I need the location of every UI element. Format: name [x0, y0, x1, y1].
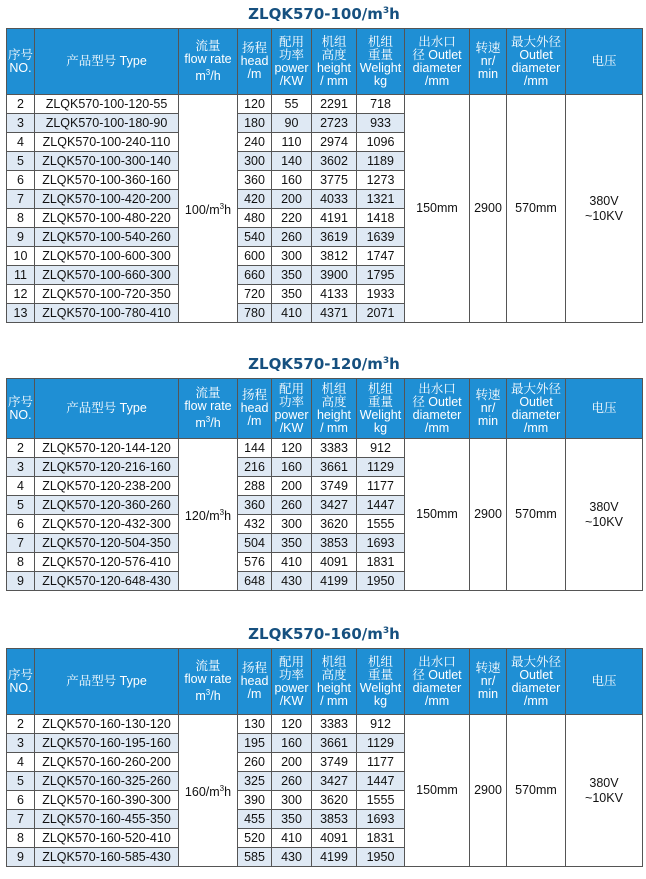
cell-head: 520: [238, 829, 272, 848]
cell-weight: 1639: [357, 228, 405, 247]
cell-power: 120: [272, 715, 312, 734]
cell-no: 2: [7, 439, 35, 458]
cell-power: 350: [272, 285, 312, 304]
cell-flow: [179, 95, 238, 323]
cell-power: 200: [272, 753, 312, 772]
cell-power: 410: [272, 829, 312, 848]
cell-head: 180: [238, 114, 272, 133]
cell-height: 3619: [312, 228, 357, 247]
cell-power: 140: [272, 152, 312, 171]
cell-no: 7: [7, 534, 35, 553]
cell-head: 195: [238, 734, 272, 753]
flow-sup: 3: [219, 783, 225, 793]
cell-model: ZLQK570-160-195-160: [35, 734, 179, 753]
cell-weight: 1447: [357, 496, 405, 515]
flow-sup: 3: [219, 507, 225, 517]
cell-power: 350: [272, 810, 312, 829]
header-speed: 转速 nr/ min: [470, 379, 507, 439]
cell-height: 3602: [312, 152, 357, 171]
cell-height: 3749: [312, 753, 357, 772]
cell-no: 8: [7, 553, 35, 572]
cell-weight: 1693: [357, 534, 405, 553]
cell-head: 360: [238, 171, 272, 190]
cell-head: 120: [238, 95, 272, 114]
cell-model: ZLQK570-160-260-200: [35, 753, 179, 772]
header-outer: 最大外径 Outlet diameter /mm: [507, 29, 566, 95]
cell-no: 6: [7, 171, 35, 190]
cell-height: 2723: [312, 114, 357, 133]
cell-no: 2: [7, 95, 35, 114]
header-height: 机组 高度 height / mm: [312, 29, 357, 95]
cell-no: 4: [7, 477, 35, 496]
header-no: 序号 NO.: [7, 649, 35, 715]
spec-table: [6, 28, 643, 323]
header-voltage: 电压: [566, 29, 643, 95]
spec-table: [6, 378, 643, 591]
voltage-line2: ~10KV: [585, 208, 623, 223]
header-voltage: 电压: [566, 379, 643, 439]
cell-weight: 1950: [357, 848, 405, 867]
header-power: 配用 功率 power /KW: [272, 29, 312, 95]
cell-weight: 1418: [357, 209, 405, 228]
cell-weight: 1177: [357, 753, 405, 772]
header-speed: 转速 nr/ min: [470, 29, 507, 95]
cell-no: 3: [7, 114, 35, 133]
cell-weight: 1129: [357, 734, 405, 753]
cell-head: 216: [238, 458, 272, 477]
cell-model: ZLQK570-100-720-350: [35, 285, 179, 304]
cell-power: 260: [272, 228, 312, 247]
cell-power: 430: [272, 848, 312, 867]
cell-no: 5: [7, 496, 35, 515]
header-model: 产品型号 Type: [35, 379, 179, 439]
header-no: 序号 NO.: [7, 29, 35, 95]
cell-power: 200: [272, 477, 312, 496]
section-title: $ZLQK570-120/m^3h$: [248, 355, 400, 373]
cell-no: 9: [7, 572, 35, 591]
flow-sup: 3: [219, 201, 225, 211]
cell-height: 4199: [312, 572, 357, 591]
table-row: [7, 715, 643, 734]
cell-height: 2974: [312, 133, 357, 152]
flow-value: 160/m: [184, 785, 220, 800]
flow-value: 100/m: [184, 203, 220, 218]
cell-height: 3661: [312, 734, 357, 753]
cell-height: 3900: [312, 266, 357, 285]
header-model: 产品型号 Type: [35, 29, 179, 95]
cell-weight: 2071: [357, 304, 405, 323]
cell-power: 350: [272, 266, 312, 285]
cell-outlet: 150mm: [405, 439, 470, 591]
flow-unit: h: [224, 509, 232, 524]
cell-no: 6: [7, 791, 35, 810]
header-weight: 机组 重量 Welight kg: [357, 379, 405, 439]
cell-model: ZLQK570-120-144-120: [35, 439, 179, 458]
cell-power: 430: [272, 572, 312, 591]
cell-weight: 1950: [357, 572, 405, 591]
cell-head: 240: [238, 133, 272, 152]
cell-weight: 1831: [357, 553, 405, 572]
cell-model: ZLQK570-120-432-300: [35, 515, 179, 534]
cell-height: 4033: [312, 190, 357, 209]
cell-no: 6: [7, 515, 35, 534]
cell-model: ZLQK570-100-180-90: [35, 114, 179, 133]
cell-head: 504: [238, 534, 272, 553]
cell-height: 4191: [312, 209, 357, 228]
cell-weight: 1177: [357, 477, 405, 496]
cell-weight: 1321: [357, 190, 405, 209]
cell-power: 410: [272, 553, 312, 572]
cell-height: 3749: [312, 477, 357, 496]
cell-height: 3620: [312, 515, 357, 534]
header-outer: 最大外径 Outlet diameter /mm: [507, 649, 566, 715]
spec-section: [6, 350, 642, 591]
cell-height: 3383: [312, 439, 357, 458]
section-title: $ZLQK570-100/m^3h$: [248, 5, 400, 23]
cell-height: 3775: [312, 171, 357, 190]
cell-head: 455: [238, 810, 272, 829]
header-voltage: 电压: [566, 649, 643, 715]
cell-voltage: [566, 95, 643, 323]
cell-outer: 570mm: [507, 715, 566, 867]
cell-no: 3: [7, 734, 35, 753]
cell-no: 2: [7, 715, 35, 734]
cell-power: 200: [272, 190, 312, 209]
cell-height: 4133: [312, 285, 357, 304]
cell-height: 4371: [312, 304, 357, 323]
cell-model: ZLQK570-160-585-430: [35, 848, 179, 867]
cell-power: 350: [272, 534, 312, 553]
cell-head: 576: [238, 553, 272, 572]
cell-weight: 1933: [357, 285, 405, 304]
cell-weight: 912: [357, 439, 405, 458]
cell-head: 325: [238, 772, 272, 791]
voltage-line1: 380V: [589, 499, 619, 514]
cell-outlet: 150mm: [405, 95, 470, 323]
header-power: 配用 功率 power /KW: [272, 379, 312, 439]
cell-power: 260: [272, 496, 312, 515]
cell-model: ZLQK570-120-238-200: [35, 477, 179, 496]
cell-height: 3427: [312, 772, 357, 791]
table-row: [7, 439, 643, 458]
cell-weight: 1831: [357, 829, 405, 848]
cell-head: 390: [238, 791, 272, 810]
cell-power: 220: [272, 209, 312, 228]
header-flow: 流量 flow rate $m^3/h$: [179, 379, 238, 439]
cell-model: ZLQK570-120-360-260: [35, 496, 179, 515]
cell-weight: 1555: [357, 515, 405, 534]
cell-no: 3: [7, 458, 35, 477]
cell-head: 600: [238, 247, 272, 266]
cell-weight: 933: [357, 114, 405, 133]
header-weight: 机组 重量 Welight kg: [357, 29, 405, 95]
cell-model: ZLQK570-100-300-140: [35, 152, 179, 171]
cell-weight: 1747: [357, 247, 405, 266]
cell-head: 288: [238, 477, 272, 496]
header-speed: 转速 nr/ min: [470, 649, 507, 715]
flow-unit: h: [224, 203, 232, 218]
header-flow: 流量 flow rate $m^3/h$: [179, 29, 238, 95]
cell-height: 4091: [312, 829, 357, 848]
cell-model: ZLQK570-160-520-410: [35, 829, 179, 848]
cell-weight: 1189: [357, 152, 405, 171]
cell-power: 300: [272, 247, 312, 266]
cell-no: 7: [7, 190, 35, 209]
header-outer: 最大外径 Outlet diameter /mm: [507, 379, 566, 439]
cell-no: 9: [7, 228, 35, 247]
cell-no: 10: [7, 247, 35, 266]
cell-head: 540: [238, 228, 272, 247]
cell-head: 130: [238, 715, 272, 734]
cell-power: 410: [272, 304, 312, 323]
cell-height: 3853: [312, 810, 357, 829]
header-head: 扬程 head /m: [238, 379, 272, 439]
cell-model: ZLQK570-160-390-300: [35, 791, 179, 810]
cell-head: 144: [238, 439, 272, 458]
cell-power: 160: [272, 171, 312, 190]
header-no: 序号 NO.: [7, 379, 35, 439]
cell-height: 3383: [312, 715, 357, 734]
cell-model: ZLQK570-100-540-260: [35, 228, 179, 247]
cell-model: ZLQK570-100-480-220: [35, 209, 179, 228]
header-model: 产品型号 Type: [35, 649, 179, 715]
cell-no: 8: [7, 209, 35, 228]
section-title: $ZLQK570-160/m^3h$: [248, 625, 400, 643]
flow-unit: h: [224, 785, 232, 800]
spec-table: [6, 648, 643, 867]
cell-no: 4: [7, 133, 35, 152]
cell-speed: 2900: [470, 95, 507, 323]
cell-no: 11: [7, 266, 35, 285]
cell-weight: 1447: [357, 772, 405, 791]
cell-head: 648: [238, 572, 272, 591]
spec-section: [6, 0, 642, 323]
cell-height: 3620: [312, 791, 357, 810]
cell-voltage: [566, 439, 643, 591]
cell-power: 90: [272, 114, 312, 133]
cell-model: ZLQK570-160-130-120: [35, 715, 179, 734]
cell-head: 780: [238, 304, 272, 323]
cell-weight: 1096: [357, 133, 405, 152]
header-height: 机组 高度 height / mm: [312, 379, 357, 439]
cell-model: ZLQK570-100-120-55: [35, 95, 179, 114]
cell-model: ZLQK570-120-504-350: [35, 534, 179, 553]
cell-outlet: 150mm: [405, 715, 470, 867]
header-weight: 机组 重量 Welight kg: [357, 649, 405, 715]
cell-model: ZLQK570-100-240-110: [35, 133, 179, 152]
header-power: 配用 功率 power /KW: [272, 649, 312, 715]
cell-no: 9: [7, 848, 35, 867]
voltage-line2: ~10KV: [585, 514, 623, 529]
cell-head: 432: [238, 515, 272, 534]
cell-power: 160: [272, 458, 312, 477]
cell-power: 110: [272, 133, 312, 152]
cell-model: ZLQK570-120-648-430: [35, 572, 179, 591]
cell-weight: 1555: [357, 791, 405, 810]
cell-power: 300: [272, 791, 312, 810]
cell-model: ZLQK570-100-360-160: [35, 171, 179, 190]
cell-model: ZLQK570-160-455-350: [35, 810, 179, 829]
cell-head: 360: [238, 496, 272, 515]
cell-no: 5: [7, 772, 35, 791]
cell-model: ZLQK570-120-216-160: [35, 458, 179, 477]
cell-model: ZLQK570-120-576-410: [35, 553, 179, 572]
cell-power: 300: [272, 515, 312, 534]
cell-no: 12: [7, 285, 35, 304]
header-outlet: 出水口 径 Outlet diameter /mm: [405, 29, 470, 95]
cell-power: 160: [272, 734, 312, 753]
cell-model: ZLQK570-100-600-300: [35, 247, 179, 266]
header-outlet: 出水口 径 Outlet diameter /mm: [405, 649, 470, 715]
cell-speed: 2900: [470, 439, 507, 591]
header-flow: 流量 flow rate $m^3/h$: [179, 649, 238, 715]
cell-speed: 2900: [470, 715, 507, 867]
cell-weight: 718: [357, 95, 405, 114]
header-head: 扬程 head /m: [238, 649, 272, 715]
cell-flow: [179, 439, 238, 591]
cell-head: 585: [238, 848, 272, 867]
cell-no: 4: [7, 753, 35, 772]
cell-model: ZLQK570-100-660-300: [35, 266, 179, 285]
cell-model: ZLQK570-160-325-260: [35, 772, 179, 791]
cell-height: 3853: [312, 534, 357, 553]
cell-head: 660: [238, 266, 272, 285]
cell-height: 4199: [312, 848, 357, 867]
header-height: 机组 高度 height / mm: [312, 649, 357, 715]
cell-height: 3661: [312, 458, 357, 477]
table-row: [7, 95, 643, 114]
voltage-line1: 380V: [589, 193, 619, 208]
flow-value: 120/m: [184, 509, 220, 524]
cell-no: 7: [7, 810, 35, 829]
cell-power: 260: [272, 772, 312, 791]
cell-weight: 1795: [357, 266, 405, 285]
cell-head: 300: [238, 152, 272, 171]
cell-voltage: [566, 715, 643, 867]
cell-outer: 570mm: [507, 439, 566, 591]
cell-head: 720: [238, 285, 272, 304]
cell-no: 5: [7, 152, 35, 171]
cell-height: 3812: [312, 247, 357, 266]
header-outlet: 出水口 径 Outlet diameter /mm: [405, 379, 470, 439]
cell-no: 8: [7, 829, 35, 848]
cell-weight: 1129: [357, 458, 405, 477]
cell-flow: [179, 715, 238, 867]
cell-model: ZLQK570-100-780-410: [35, 304, 179, 323]
cell-height: 4091: [312, 553, 357, 572]
header-head: 扬程 head /m: [238, 29, 272, 95]
cell-head: 480: [238, 209, 272, 228]
cell-weight: 1273: [357, 171, 405, 190]
cell-power: 120: [272, 439, 312, 458]
cell-head: 420: [238, 190, 272, 209]
cell-height: 3427: [312, 496, 357, 515]
cell-height: 2291: [312, 95, 357, 114]
cell-model: ZLQK570-100-420-200: [35, 190, 179, 209]
spec-section: [6, 620, 642, 867]
cell-outer: 570mm: [507, 95, 566, 323]
voltage-line1: 380V: [589, 775, 619, 790]
cell-head: 260: [238, 753, 272, 772]
cell-no: 13: [7, 304, 35, 323]
voltage-line2: ~10KV: [585, 790, 623, 805]
cell-weight: 1693: [357, 810, 405, 829]
cell-weight: 912: [357, 715, 405, 734]
cell-power: 55: [272, 95, 312, 114]
